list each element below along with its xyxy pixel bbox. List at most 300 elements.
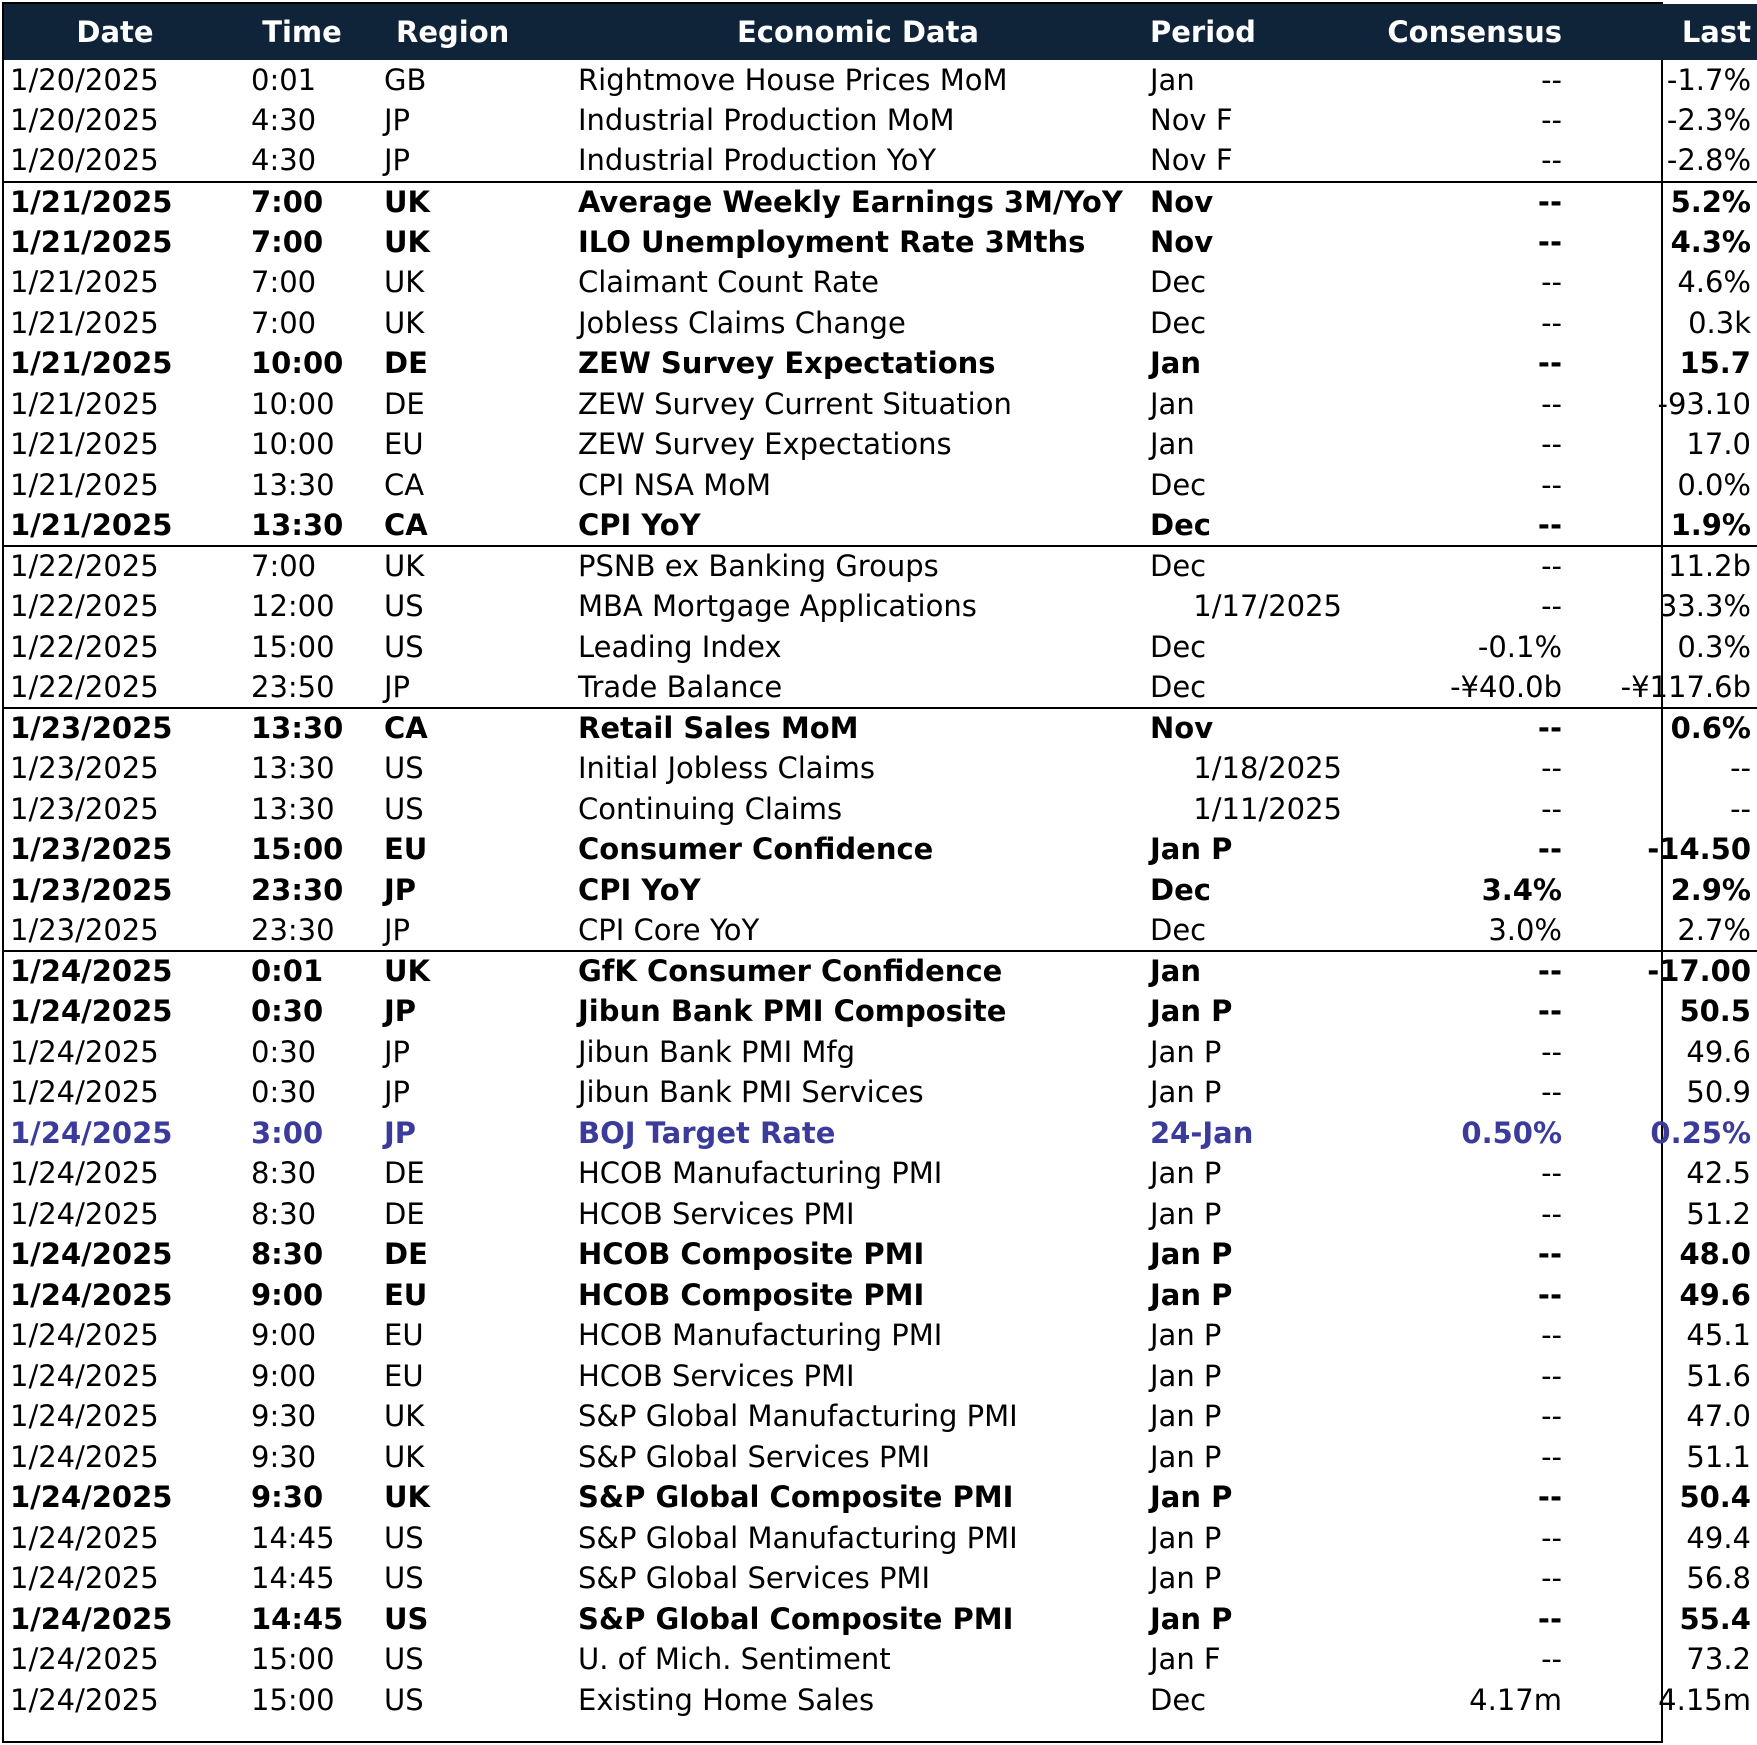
cell-date: 1/23/2025 [4,708,226,749]
cell-consensus: -- [1541,386,1562,421]
cell-region: UK [384,1480,431,1515]
cell-time: 10:00 [251,346,344,381]
cell-last: -2.8% [1666,143,1751,178]
cell-consensus: -- [1356,708,1568,749]
cell-time: 13:30 [251,751,335,786]
cell-date: 1/21/2025 [10,346,173,381]
cell-time: 14:45 [251,1561,335,1596]
cell-region: CA [378,708,572,749]
cell-region: EU [384,1277,428,1312]
cell-time: 0:01 [226,951,378,992]
cell-consensus: -0.1% [1477,629,1562,664]
cell-consensus: 0.50% [1461,1115,1562,1150]
cell-last: 2.9% [1670,872,1751,907]
cell-consensus: 3.4% [1481,872,1562,907]
cell-economic-data: S&P Global Services PMI [578,1561,931,1596]
cell-consensus: -- [1541,265,1562,300]
cell-economic-data: S&P Global Services PMI [578,1439,931,1474]
cell-consensus: -- [1541,427,1562,462]
cell-economic-data: CPI YoY [578,507,701,542]
cell-date: 1/21/2025 [4,182,226,223]
cell-region: DE [384,1156,425,1191]
cell-date: 1/24/2025 [10,1399,159,1434]
cell-last: 5.2% [1568,182,1757,223]
cell-last: -- [1730,791,1751,826]
cell-last: 45.1 [1686,1318,1751,1353]
table-row [4,1113,1757,1154]
cell-time: 7:00 [251,265,317,300]
cell-region: US [384,1642,424,1677]
cell-date: 1/22/2025 [4,546,226,587]
cell-region: JP [384,1115,417,1150]
header-region: Region [396,15,510,49]
cell-region: JP [384,1075,411,1110]
cell-region: DE [384,346,428,381]
cell-consensus: -- [1541,589,1562,624]
cell-consensus: 3.0% [1488,912,1562,947]
cell-period: Jan [1144,951,1356,992]
table-row [4,1235,1757,1276]
table-row [4,60,1757,101]
cell-economic-data: ZEW Survey Expectations [578,427,952,462]
cell-last: -14.50 [1647,832,1751,867]
cell-date: 1/24/2025 [10,994,173,1029]
cell-time: 7:00 [226,182,378,223]
cell-region: UK [378,951,572,992]
cell-date: 1/21/2025 [10,305,159,340]
cell-last: -2.3% [1666,103,1751,138]
table-body [4,60,1757,1721]
table-row [4,1316,1757,1357]
cell-period: Nov [1144,708,1356,749]
cell-period: 1/18/2025 [1193,751,1342,786]
cell-time: 0:30 [251,994,324,1029]
header-period: Period [1150,15,1256,49]
table-row [4,506,1757,547]
cell-consensus: -- [1537,1237,1562,1272]
cell-region: US [384,791,424,826]
cell-last: 4.3% [1670,224,1751,259]
cell-consensus: -- [1541,62,1562,97]
cell-date: 1/24/2025 [10,1561,159,1596]
table-row [4,425,1757,466]
cell-period: Nov [1144,182,1356,223]
cell-consensus: -- [1541,791,1562,826]
cell-region: US [384,629,424,664]
cell-region: CA [384,507,428,542]
cell-period: 1/17/2025 [1193,589,1342,624]
cell-period: Jan P [1150,1237,1233,1272]
header-economic-data: Economic Data [736,15,979,49]
cell-time: 4:30 [251,103,317,138]
header-consensus: Consensus [1387,15,1562,49]
cell-date: 1/23/2025 [10,832,173,867]
cell-period: Jan P [1150,1480,1233,1515]
cell-region: US [384,1682,424,1717]
cell-region: EU [384,1318,424,1353]
table-row [4,1680,1757,1721]
table-row [4,1356,1757,1397]
cell-last: 51.1 [1686,1439,1751,1474]
cell-consensus: -- [1541,1520,1562,1555]
cell-consensus: -- [1541,1196,1562,1231]
cell-economic-data: HCOB Manufacturing PMI [578,1318,943,1353]
cell-time: 0:30 [251,1034,317,1069]
cell-period: Dec [1150,912,1207,947]
cell-time: 23:30 [251,912,335,947]
cell-date: 1/23/2025 [10,912,159,947]
cell-period: Jan P [1150,1439,1222,1474]
cell-date: 1/21/2025 [10,467,159,502]
cell-last: 0.3% [1677,629,1751,664]
header-date: Date [76,15,154,49]
cell-economic-data: Jobless Claims Change [578,305,906,340]
cell-last: 56.8 [1686,1561,1751,1596]
cell-date: 1/24/2025 [10,1601,173,1636]
cell-economic-data: U. of Mich. Sentiment [578,1642,891,1677]
cell-economic-data: Jibun Bank PMI Mfg [578,1034,855,1069]
cell-period: Dec [1150,265,1207,300]
cell-region: UK [378,182,572,223]
header-time: Time [262,15,342,49]
cell-date: 1/24/2025 [4,951,226,992]
cell-region: UK [384,265,425,300]
cell-date: 1/24/2025 [10,1075,159,1110]
cell-time: 10:00 [251,386,335,421]
cell-economic-data: Industrial Production MoM [578,103,955,138]
table-row [4,627,1757,668]
cell-time: 9:30 [251,1399,317,1434]
cell-economic-data: Initial Jobless Claims [578,751,875,786]
cell-region: US [384,751,424,786]
cell-date: 1/21/2025 [10,265,159,300]
cell-economic-data: HCOB Services PMI [578,1358,855,1393]
cell-period: Dec [1150,1682,1207,1717]
cell-period: Nov [1150,224,1214,259]
cell-consensus: -¥40.0b [1450,669,1562,704]
cell-time: 7:00 [251,305,317,340]
cell-last: -17.00 [1568,951,1757,992]
cell-time: 7:00 [251,224,324,259]
cell-last: 50.9 [1686,1075,1751,1110]
table-row [4,546,1757,587]
cell-period: Jan P [1150,1075,1222,1110]
cell-last: 4.15m [1658,1682,1751,1717]
cell-period: Jan P [1150,1399,1222,1434]
cell-period: Dec [1144,546,1356,587]
cell-region: JP [384,912,411,947]
table-row [4,101,1757,142]
cell-consensus: -- [1541,1034,1562,1069]
cell-region: UK [378,546,572,587]
cell-region: JP [384,994,417,1029]
cell-economic-data: S&P Global Composite PMI [578,1601,1014,1636]
cell-last: 4.6% [1677,265,1751,300]
cell-last: 11.2b [1568,546,1757,587]
cell-region: JP [384,103,411,138]
cell-economic-data: HCOB Composite PMI [578,1277,925,1312]
cell-time: 15:00 [251,1642,335,1677]
cell-consensus: -- [1537,507,1562,542]
table-row [4,992,1757,1033]
cell-consensus: -- [1541,1318,1562,1353]
cell-period: Dec [1150,629,1207,664]
table-row [4,182,1757,223]
cell-economic-data: Jibun Bank PMI Services [578,1075,924,1110]
table-row [4,141,1757,182]
cell-economic-data: S&P Global Manufacturing PMI [578,1399,1018,1434]
cell-period: Jan P [1150,1358,1222,1393]
cell-economic-data: MBA Mortgage Applications [578,589,977,624]
cell-consensus: -- [1541,751,1562,786]
cell-economic-data: GfK Consumer Confidence [572,951,1144,992]
cell-last: 73.2 [1686,1642,1751,1677]
cell-period: Jan P [1150,832,1233,867]
cell-time: 13:30 [251,791,335,826]
cell-last: 47.0 [1686,1399,1751,1434]
cell-date: 1/24/2025 [10,1318,159,1353]
cell-period: Dec [1150,507,1211,542]
cell-consensus: -- [1541,1156,1562,1191]
cell-last: 51.2 [1686,1196,1751,1231]
cell-region: US [384,1520,424,1555]
cell-economic-data: ILO Unemployment Rate 3Mths [578,224,1086,259]
cell-consensus: -- [1356,546,1568,587]
cell-economic-data: Continuing Claims [578,791,843,826]
cell-date: 1/22/2025 [10,589,159,624]
cell-time: 7:00 [226,546,378,587]
cell-economic-data: Consumer Confidence [578,832,934,867]
cell-economic-data: Trade Balance [578,669,783,704]
cell-region: DE [384,1237,428,1272]
cell-last: 49.6 [1686,1034,1751,1069]
cell-period: Jan P [1150,1318,1222,1353]
table-row [4,911,1757,952]
cell-region: UK [384,224,431,259]
cell-region: UK [384,1399,425,1434]
cell-time: 8:30 [251,1196,317,1231]
cell-consensus: -- [1541,1075,1562,1110]
cell-date: 1/24/2025 [10,1156,159,1191]
cell-last: 51.6 [1686,1358,1751,1393]
cell-last: 0.0% [1677,467,1751,502]
cell-region: JP [384,1034,411,1069]
cell-economic-data: Leading Index [578,629,782,664]
cell-consensus: -- [1537,346,1562,381]
cell-economic-data: BOJ Target Rate [578,1115,836,1150]
cell-period: Dec [1150,467,1207,502]
cell-period: Nov F [1150,103,1233,138]
cell-period: Jan [1150,386,1195,421]
cell-economic-data: Claimant Count Rate [578,265,879,300]
cell-region: JP [384,669,411,704]
table-row [4,1478,1757,1519]
cell-period: Dec [1150,305,1207,340]
cell-period: 24-Jan [1150,1115,1254,1150]
table-row [4,1194,1757,1235]
cell-date: 1/22/2025 [10,629,159,664]
cell-period: Dec [1150,872,1211,907]
cell-economic-data: HCOB Manufacturing PMI [578,1156,943,1191]
cell-period: Jan P [1150,1520,1222,1555]
cell-economic-data: CPI YoY [578,872,701,907]
table-row [4,1640,1757,1681]
cell-economic-data: Retail Sales MoM [572,708,1144,749]
cell-region: DE [384,1196,425,1231]
cell-time: 0:30 [251,1075,317,1110]
cell-time: 10:00 [251,427,335,462]
cell-time: 23:50 [251,669,335,704]
cell-time: 13:30 [251,507,344,542]
cell-consensus: -- [1537,1480,1562,1515]
cell-consensus: -- [1537,1601,1562,1636]
table-row [4,1599,1757,1640]
cell-last: -¥117.6b [1620,669,1751,704]
cell-consensus: -- [1537,832,1562,867]
cell-time: 12:00 [251,589,335,624]
table-row [4,1275,1757,1316]
cell-region: DE [384,386,425,421]
cell-region: US [384,1561,424,1596]
cell-time: 9:00 [251,1358,317,1393]
cell-region: US [384,1601,429,1636]
cell-region: CA [384,467,425,502]
table-row [4,830,1757,871]
cell-period: Jan [1150,62,1195,97]
cell-time: 9:30 [251,1439,317,1474]
table-row [4,1397,1757,1438]
cell-date: 1/20/2025 [10,143,159,178]
cell-last: 17.0 [1686,427,1751,462]
cell-date: 1/20/2025 [10,103,159,138]
table-row [4,1437,1757,1478]
cell-last: 49.4 [1686,1520,1751,1555]
cell-period: Jan P [1150,1196,1222,1231]
cell-consensus: 4.17m [1469,1682,1562,1717]
table-row [4,951,1757,992]
cell-economic-data: ZEW Survey Current Situation [578,386,1012,421]
cell-period: Jan P [1150,1601,1233,1636]
cell-last: 33.3% [1658,589,1751,624]
cell-last: 48.0 [1679,1237,1751,1272]
cell-date: 1/23/2025 [10,872,173,907]
cell-economic-data: HCOB Composite PMI [578,1237,925,1272]
cell-last: -93.10 [1657,386,1751,421]
table-row [4,870,1757,911]
cell-time: 23:30 [251,872,344,907]
table-row [4,1032,1757,1073]
cell-last: 0.6% [1568,708,1757,749]
cell-last: 1.9% [1670,507,1751,542]
cell-date: 1/24/2025 [10,1439,159,1474]
cell-date: 1/24/2025 [10,1034,159,1069]
table-row [4,1559,1757,1600]
cell-time: 8:30 [251,1237,324,1272]
cell-period: Jan [1150,427,1195,462]
cell-date: 1/24/2025 [10,1682,159,1717]
cell-date: 1/22/2025 [10,669,159,704]
table-row [4,749,1757,790]
cell-time: 13:30 [251,467,335,502]
cell-last: 50.4 [1679,1480,1751,1515]
table-row [4,789,1757,830]
cell-date: 1/23/2025 [10,791,159,826]
cell-last: 0.3k [1688,305,1751,340]
cell-region: GB [384,62,427,97]
cell-date: 1/24/2025 [10,1480,173,1515]
cell-economic-data: Jibun Bank PMI Composite [578,994,1007,1029]
cell-time: 3:00 [251,1115,324,1150]
cell-economic-data: ZEW Survey Expectations [578,346,996,381]
cell-economic-data: PSNB ex Banking Groups [572,546,1144,587]
cell-time: 14:45 [251,1520,335,1555]
cell-region: JP [384,872,417,907]
cell-time: 9:00 [251,1318,317,1353]
cell-consensus: -- [1537,994,1562,1029]
table-row [4,303,1757,344]
header-row [4,4,1757,60]
cell-last: -1.7% [1666,62,1751,97]
cell-last: 50.5 [1679,994,1751,1029]
cell-date: 1/21/2025 [10,224,173,259]
economic-calendar-sheet [2,2,1751,1743]
cell-time: 8:30 [251,1156,317,1191]
cell-consensus: -- [1541,305,1562,340]
cell-date: 1/24/2025 [10,1642,159,1677]
table-row [4,263,1757,304]
cell-last: 0.25% [1650,1115,1751,1150]
table-row [4,668,1757,709]
table-row [4,1073,1757,1114]
cell-economic-data: Industrial Production YoY [578,143,937,178]
cell-consensus: -- [1356,951,1568,992]
cell-date: 1/20/2025 [10,62,159,97]
cell-period: Dec [1150,669,1207,704]
cell-last: -- [1730,751,1751,786]
cell-date: 1/21/2025 [10,427,159,462]
cell-period: Jan P [1150,1156,1222,1191]
cell-time: 15:00 [251,832,344,867]
cell-consensus: -- [1541,1399,1562,1434]
cell-economic-data: CPI NSA MoM [578,467,771,502]
table-row [4,344,1757,385]
cell-time: 15:00 [251,1682,335,1717]
cell-consensus: -- [1541,467,1562,502]
cell-region: JP [384,143,411,178]
cell-period: Jan [1150,346,1202,381]
cell-last: 2.7% [1677,912,1751,947]
cell-date: 1/21/2025 [10,386,159,421]
cell-period: Jan P [1150,994,1233,1029]
cell-time: 9:00 [251,1277,324,1312]
cell-region: EU [384,832,428,867]
cell-time: 13:30 [226,708,378,749]
cell-date: 1/21/2025 [10,507,173,542]
cell-economic-data: Existing Home Sales [578,1682,875,1717]
cell-region: EU [384,1358,424,1393]
cell-region: UK [384,305,425,340]
header-last: Last [1681,15,1751,49]
cell-period: Jan P [1150,1561,1222,1596]
cell-economic-data: S&P Global Composite PMI [578,1480,1014,1515]
cell-consensus: -- [1541,1642,1562,1677]
table-row [4,222,1757,263]
cell-economic-data: Rightmove House Prices MoM [578,62,1008,97]
cell-time: 4:30 [251,143,317,178]
cell-time: 0:01 [251,62,317,97]
cell-region: US [384,589,424,624]
cell-date: 1/23/2025 [10,751,159,786]
